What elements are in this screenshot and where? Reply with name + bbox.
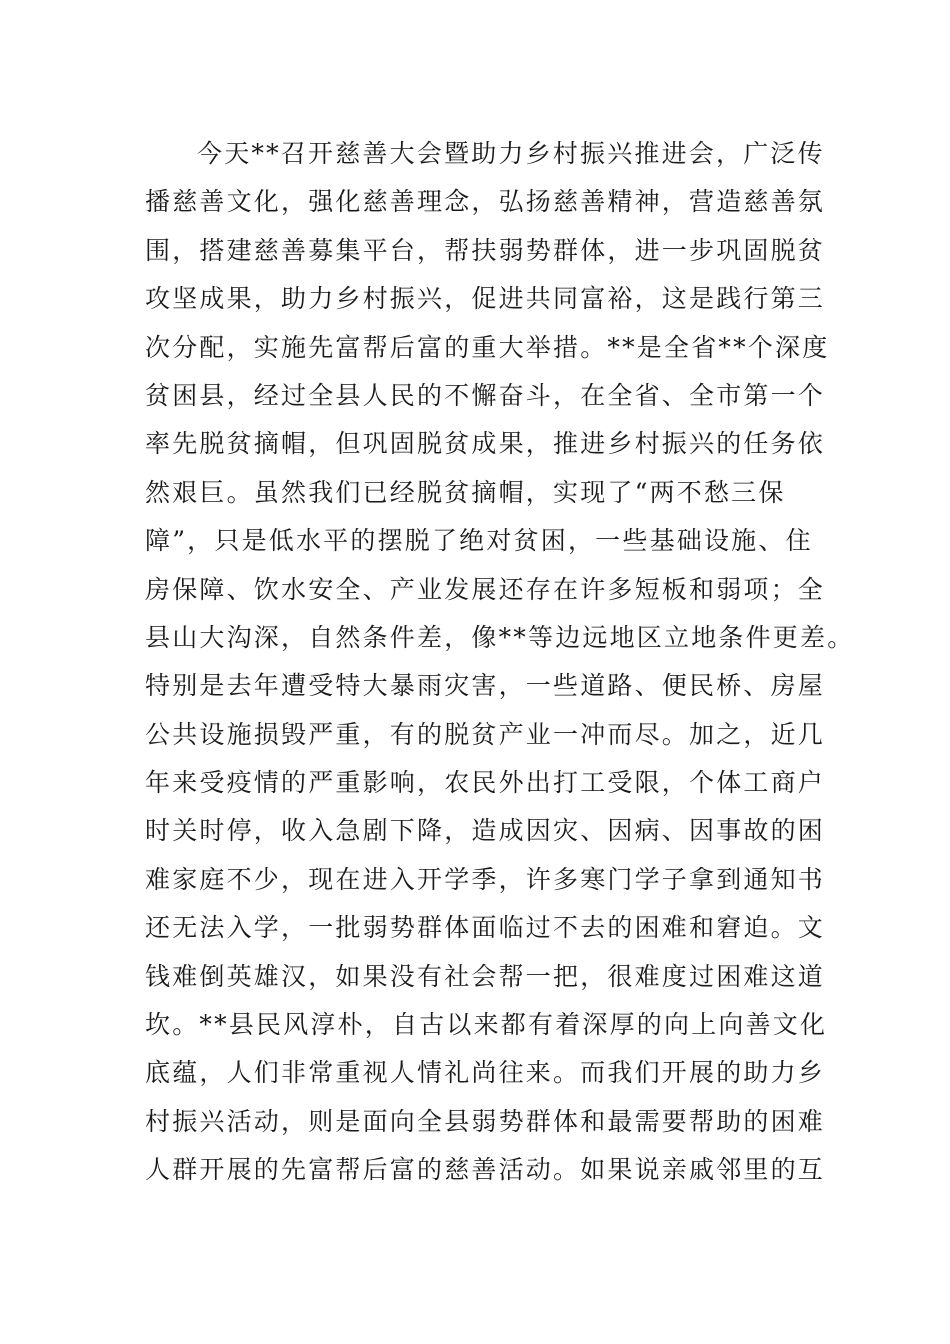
body-paragraph	[145, 130, 855, 1195]
text-line: 底蕴，人们非常重视人情礼尚往来。而我们开展的助力乡	[145, 1058, 826, 1088]
text-line: 人群开展的先富帮后富的慈善活动。如果说亲戚邻里的互	[145, 1155, 826, 1185]
text-line: 次分配，实施先富帮后富的重大举措。**是全省**个深度	[145, 332, 830, 362]
text-line: 村振兴活动，则是面向全县弱势群体和最需要帮助的困难	[145, 1106, 826, 1136]
text-line: 障”，只是低水平的摆脱了绝对贫困，一些基础设施、住	[145, 526, 813, 556]
text-line: 钱难倒英雄汉，如果没有社会帮一把，很难度过困难这道	[145, 961, 826, 991]
text-line: 难家庭不少，现在进入开学季，许多寒门学子拿到通知书	[145, 864, 826, 894]
text-line: 然艰巨。虽然我们已经脱贫摘帽，实现了“两不愁三保	[145, 477, 786, 507]
text-line: 播慈善文化，强化慈善理念，弘扬慈善精神，营造慈善氛	[145, 187, 826, 217]
text-line: 年来受疫情的严重影响，农民外出打工受限，个体工商户	[145, 768, 826, 798]
text-line: 还无法入学，一批弱势群体面临过不去的困难和窘迫。文	[145, 913, 826, 943]
text-line: 时关时停，收入急剧下降，造成因灾、因病、因事故的困	[145, 816, 826, 846]
text-line: 县山大沟深，自然条件差，像**等边远地区立地条件更差。	[145, 622, 855, 652]
text-line: 房保障、饮水安全、产业发展还存在许多短板和弱项；全	[145, 574, 826, 604]
text-line: 贫困县，经过全县人民的不懈奋斗，在全省、全市第一个	[145, 380, 826, 410]
text-line: 今天**召开慈善大会暨助力乡村振兴推进会，广泛传	[197, 139, 825, 168]
text-line: 公共设施损毁严重，有的脱贫产业一冲而尽。加之，近几	[145, 719, 826, 749]
text-line: 特别是去年遭受特大暴雨灾害，一些道路、便民桥、房屋	[145, 671, 826, 701]
text-line: 坎。**县民风淳朴，自古以来都有着深厚的向上向善文化	[145, 1010, 828, 1040]
text-line: 率先脱贫摘帽，但巩固脱贫成果，推进乡村振兴的任务依	[145, 429, 826, 459]
text-line: 攻坚成果，助力乡村振兴，促进共同富裕，这是践行第三	[145, 284, 826, 314]
text-line: 围，搭建慈善募集平台，帮扶弱势群体，进一步巩固脱贫	[145, 235, 826, 265]
